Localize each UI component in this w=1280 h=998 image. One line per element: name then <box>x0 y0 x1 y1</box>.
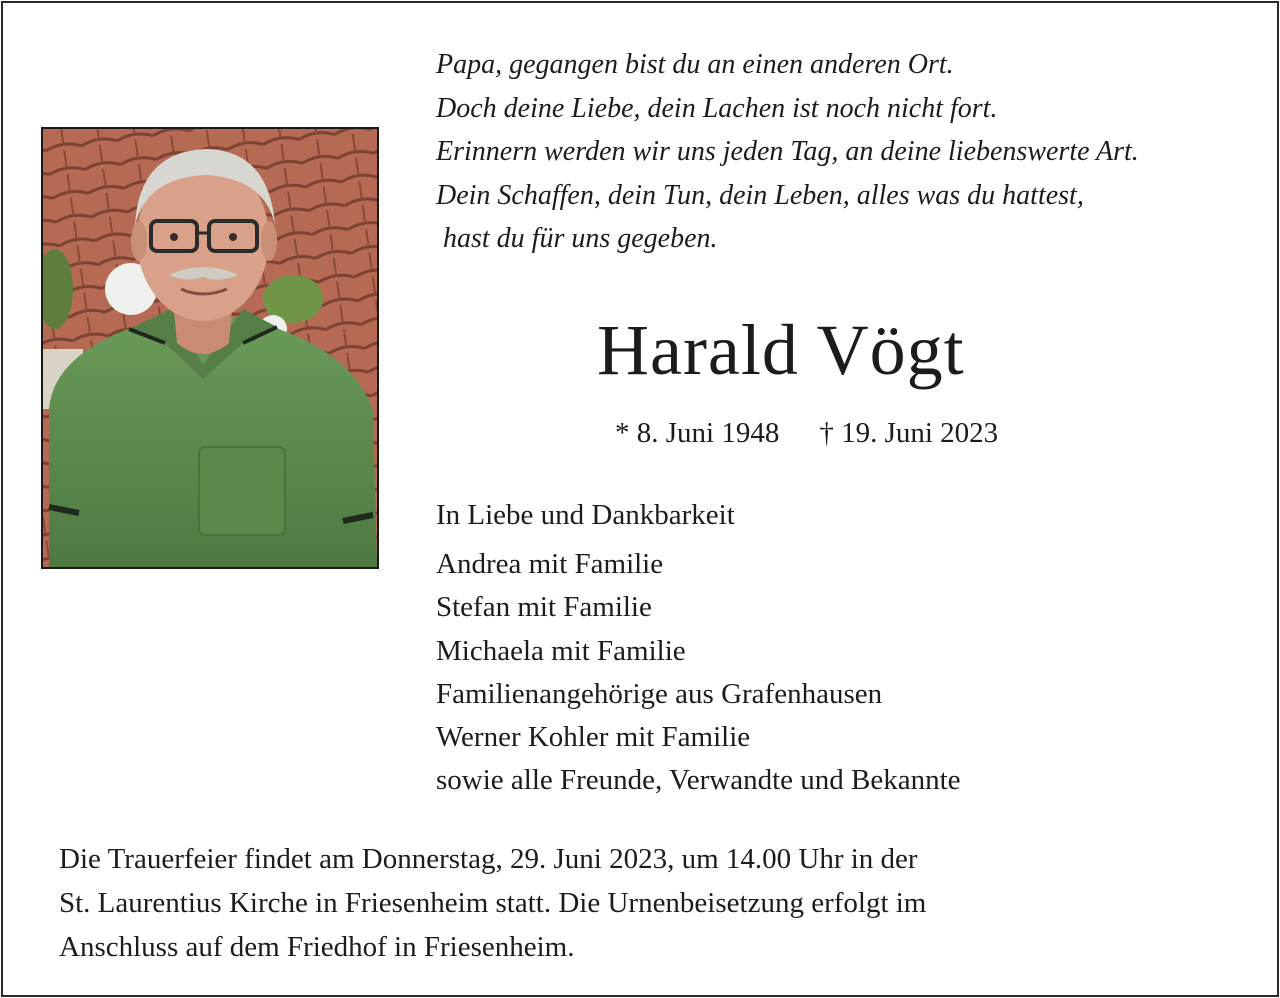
mourner-entry: Andrea mit Familie <box>436 548 664 580</box>
poem-line: hast du für uns gegeben. <box>436 223 718 254</box>
poem-line: Papa, gegangen bist du an einen anderen Ort. <box>436 49 954 80</box>
mourner-entry: Stefan mit Familie <box>436 591 652 624</box>
service-line: Die Trauerfeier findet am Donnerstag, 29. Juni 2023, um 14.00 Uhr in der <box>59 843 918 875</box>
death-date: † 19. Juni 2023 <box>819 417 999 449</box>
mourners-intro: In Liebe und Dankbarkeit <box>436 499 735 531</box>
mourner-entry: Michaela mit Familie <box>436 634 686 667</box>
service-line: Anschluss auf dem Friedhof in Friesenheim. <box>59 931 575 963</box>
mourner-entry: Familienangehörige aus Grafenhausen <box>436 677 883 710</box>
memorial-poem <box>436 43 1139 261</box>
mourner-entry: sowie alle Freunde, Verwandte und Bekannte <box>436 764 961 797</box>
mourners-list <box>436 543 961 803</box>
poem-line: Erinnern werden wir uns jeden Tag, an deine liebenswerte Art. <box>436 136 1139 167</box>
poem-line: Doch deine Liebe, dein Lachen ist noch nicht fort. <box>436 92 998 124</box>
funeral-service-info <box>59 837 926 969</box>
service-line: St. Laurentius Kirche in Friesenheim statt. Die Urnenbeisetzung erfolgt im <box>59 887 927 919</box>
poem-line: Dein Schaffen, dein Tun, dein Leben, alles was du hattest, <box>436 179 1084 211</box>
obituary-notice <box>1 1 1279 997</box>
life-dates <box>615 413 998 453</box>
portrait-photo <box>41 127 379 569</box>
deceased-name: Harald Vögt <box>597 310 965 390</box>
mourner-entry: Werner Kohler mit Familie <box>436 721 751 754</box>
birth-date: * 8. Juni 1948 <box>615 417 780 449</box>
